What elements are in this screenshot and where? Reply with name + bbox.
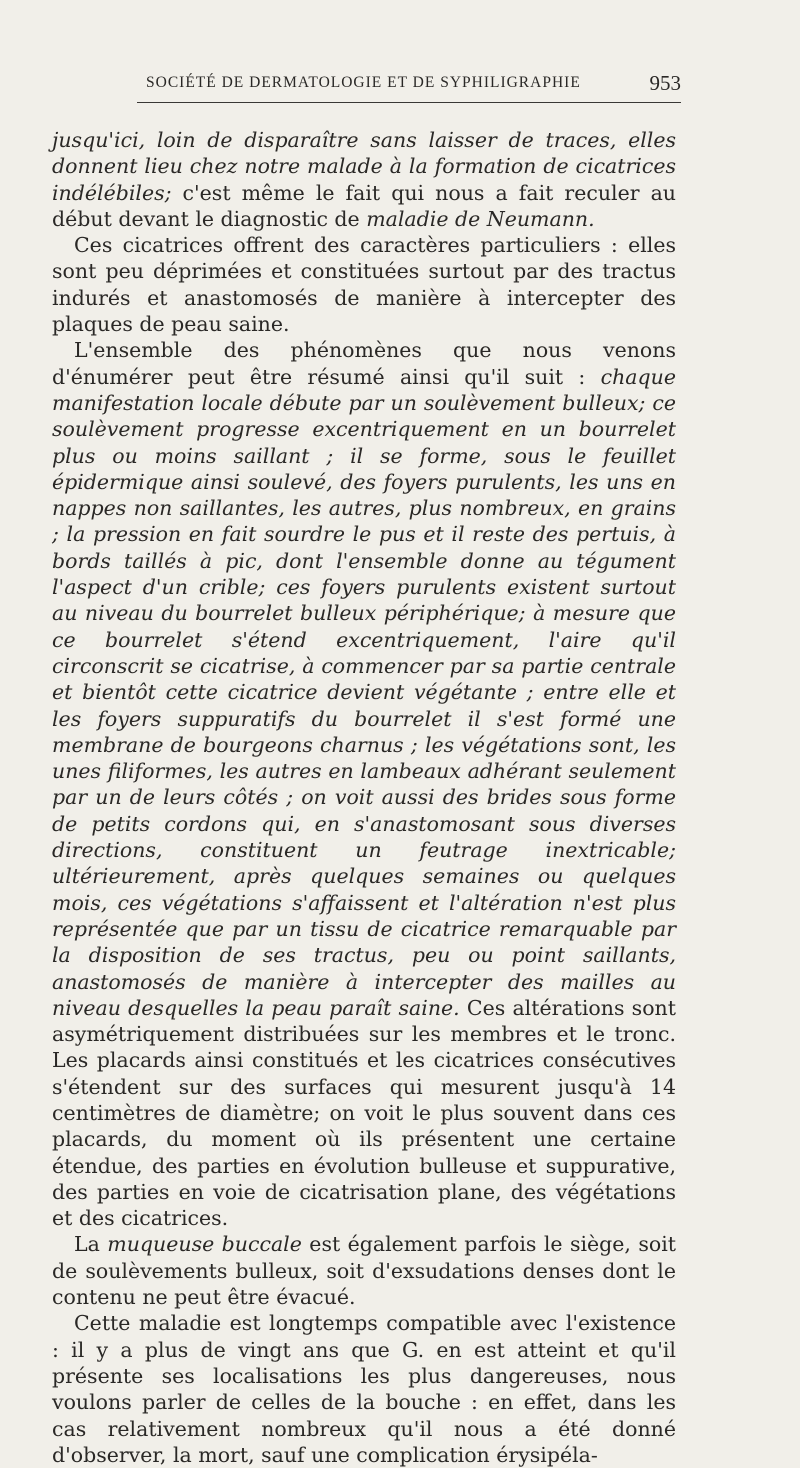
text: Cette maladie est longtemps compatible avec l'existence : il y a plus de vingt ans que G. en est atteint et qu'il présente ses localisations les plus dangereuses, nous voulons parler de celles de la bouche : en effet, dans les cas relativement nombreux qu'il nous a été donné d'observer, la mort, sauf une complication érysipéla-: [52, 1311, 676, 1467]
italic-text: maladie de Neumann.: [366, 206, 595, 231]
text: Ces altérations sont asymétriquement distribuées sur les membres et le tronc. Les placards ainsi constitués et les cicatrices consécutives s'étendent sur des surfaces qui mesurent jusqu'à 14 centimètres de diamètre; on voit le plus souvent dans ces placards, du moment où ils présentent une certaine étendue, des parties en évolution bulleuse et suppurative, des parties en voie de cicatrisation plane, des végétations et des cicatrices.: [52, 995, 676, 1231]
italic-text: chaque manifestation locale débute par un soulèvement bulleux; ce soulèvement progresse excentriquement en un bourrelet plus ou moins saillant ; il se forme, sous le feuillet épidermique ainsi soulevé, des foyers purulents, les uns en nappes non saillantes, les autres, plus nombreux, en grains ; la pression en fait sourdre le pus et il reste des pertuis, à bords taillés à pic, dont l'ensemble donne au tégument l'aspect d'un crible; ces foyers purulents existent surtout au niveau du bourrelet bulleux périphérique; à mesure que ce bourrelet s'étend excentriquement, l'aire qu'il circonscrit se cicatrise, à commencer par sa partie centrale et bientôt cette cicatrice devient végétante ; entre elle et les foyers suppuratifs du bourrelet il s'est formé une membrane de bourgeons charnus ; les végétations sont, les unes filiformes, les autres en lambeaux adhérant seulement par un de leurs côtés ; on voit aussi des brides sous forme de petits cordons qui, en s'anastomosant sous diverses directions, constituent un feutrage inextricable; ultérieurement, après quelques semaines ou quelques mois, ces végétations s'affaissent et l'altération n'est plus représentée que par un tissu de cicatrice remarquable par la disposition de ses tractus, peu ou point saillants, anastomosés de manière à intercepter des mailles au niveau desquelles la peau paraît saine.: [52, 364, 676, 1020]
paragraph: [52, 232, 676, 337]
text: est également parfois le siège, soit de soulèvements bulleux, soit d'exsudations denses dont le contenu ne peut être évacué.: [52, 1232, 677, 1310]
text: La: [74, 1232, 108, 1257]
paragraph: [52, 1310, 676, 1468]
paragraph: [52, 337, 676, 1231]
text: c'est même le fait qui nous a fait reculer au début devant le diagnostic de: [52, 180, 676, 231]
page-header: [137, 71, 681, 103]
paragraph: [52, 1231, 676, 1310]
running-title: SOCIÉTÉ DE DERMATOLOGIE ET DE SYPHILIGRAPHIE: [146, 74, 581, 91]
text: L'ensemble des phénomènes que nous venons d'énumérer peut être résumé ainsi qu'il suit :: [52, 338, 676, 389]
italic-text: muqueuse buccale: [107, 1232, 302, 1257]
body-text: [52, 127, 676, 1468]
paragraph: [52, 127, 676, 232]
text: Ces cicatrices offrent des caractères particuliers : elles sont peu déprimées et constituées surtout par des tractus indurés et anastomosés de manière à intercepter des plaques de peau saine.: [52, 233, 676, 337]
italic-text: jusqu'ici, loin de disparaître sans laisser de traces, elles donnent lieu chez notre malade à la formation de cicatrices indélébiles;: [52, 128, 676, 205]
page-number: 953: [649, 71, 681, 95]
